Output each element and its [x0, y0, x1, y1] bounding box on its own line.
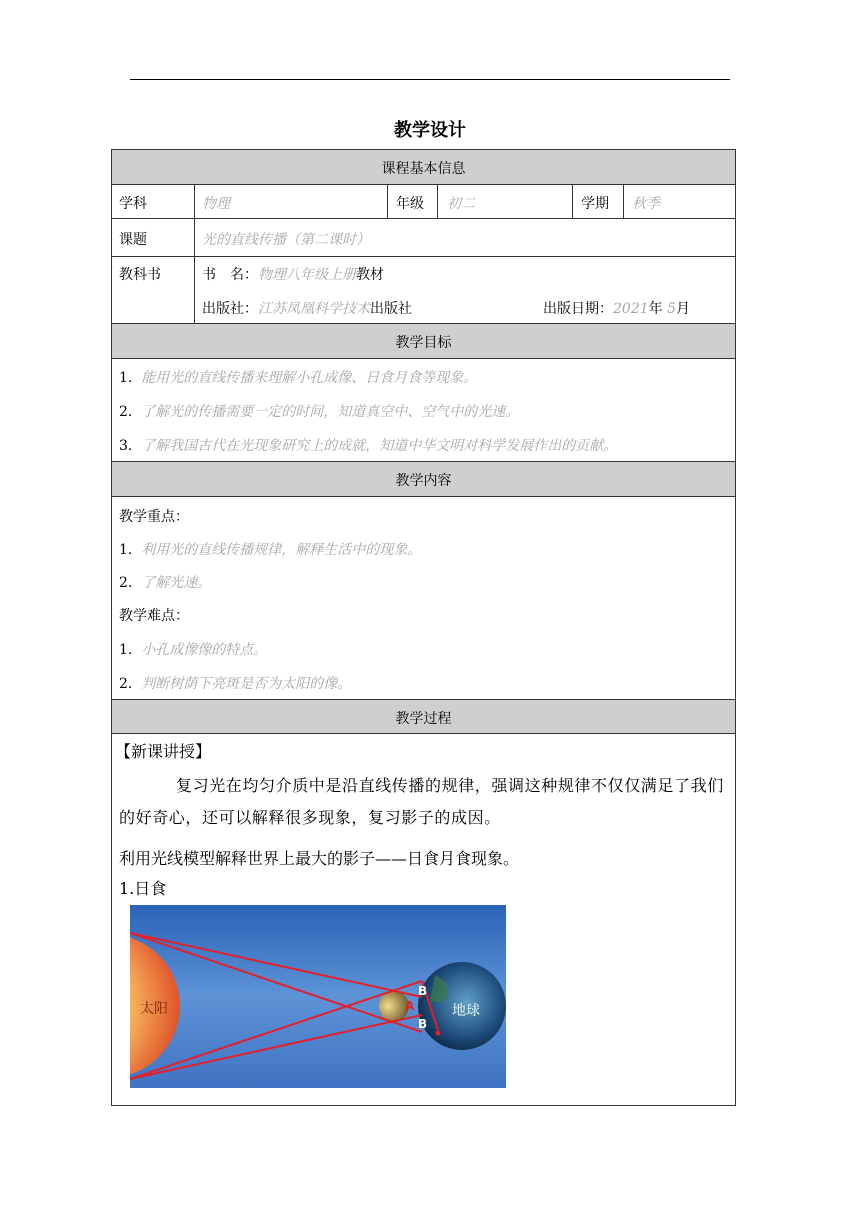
goals-heading: 教学目标: [395, 335, 452, 351]
document-title: 教学设计: [394, 120, 466, 141]
earth-label: 地球: [452, 1003, 480, 1019]
publisher-suffix: 出版社: [370, 301, 412, 317]
goal-number: 2.: [119, 404, 133, 420]
col-divider: [623, 184, 624, 218]
grade-value: 初二: [447, 196, 475, 212]
difficult-point-item: [119, 673, 351, 693]
key-points-label: 教学重点：: [119, 509, 189, 525]
term-value: 秋季: [632, 196, 660, 212]
row-divider: [111, 323, 736, 324]
shadow-paragraph: 利用光线模型解释世界上最大的影子——日食月食现象。: [119, 849, 520, 868]
subject-label: 学科: [119, 196, 147, 212]
difficult-point-text: 判断树荫下亮斑是否为太阳的像。: [141, 676, 352, 692]
row-divider: [111, 733, 736, 734]
publish-month: 5: [667, 301, 677, 317]
topic-label: 课题: [119, 232, 147, 248]
publish-date-line: [543, 298, 690, 318]
review-paragraph: 复习光在均匀介质中是沿直线传播的规律，强调这种规律不仅仅满足了我们的好奇心，还可以解释很多现象，复习影子的成因。: [119, 776, 724, 827]
basic-info-heading: 课程基本信息: [381, 161, 466, 177]
sun-label: 太阳: [140, 1001, 168, 1017]
key-point-text: 了解光速。: [141, 575, 212, 591]
textbook-label: 教科书: [119, 267, 161, 283]
key-point-number: 1.: [119, 542, 133, 558]
difficult-point-item: [119, 639, 267, 659]
row-divider: [111, 358, 736, 359]
goal-number: 3.: [119, 438, 133, 454]
key-point-number: 2.: [119, 575, 133, 591]
goal-item: [119, 367, 477, 387]
solar-eclipse-diagram: [130, 905, 506, 1088]
new-lesson-heading: 【新课讲授】: [115, 742, 212, 761]
difficult-point-text: 小孔成像像的特点。: [141, 642, 268, 658]
goal-item: [119, 401, 519, 421]
goal-text: 能用光的直线传播来理解小孔成像、日食月食等现象。: [141, 370, 478, 386]
key-point-item: [119, 539, 421, 559]
publish-year-unit: 年: [648, 301, 663, 317]
penumbra-label-bottom: B: [418, 1017, 428, 1031]
umbra-label: A: [405, 999, 415, 1013]
difficult-points-label: 教学难点：: [119, 608, 189, 624]
key-point-text: 利用光的直线传播规律，解释生活中的现象。: [141, 542, 422, 558]
book-name-value: 物理八年级上册: [258, 267, 356, 283]
publish-date-label: 出版日期：: [543, 301, 613, 317]
goal-item: [119, 435, 617, 455]
goal-number: 1.: [119, 370, 133, 386]
row-divider: [111, 496, 736, 497]
subject-value: 物理: [202, 196, 230, 212]
publisher-line: [202, 298, 412, 318]
key-point-item: [119, 572, 211, 592]
goal-text: 了解光的传播需要一定的时间，知道真空中、空气中的光速。: [141, 404, 520, 420]
content-heading: 教学内容: [395, 473, 452, 489]
ray-end-point: [436, 1031, 441, 1036]
row-divider: [111, 218, 736, 219]
publish-month-unit: 月: [676, 301, 691, 317]
process-heading: 教学过程: [395, 711, 452, 727]
col-divider: [387, 184, 388, 218]
col-divider: [194, 184, 195, 323]
topic-value: 光的直线传播（第二课时）: [202, 232, 370, 248]
row-divider: [111, 461, 736, 462]
penumbra-label-top: B: [418, 984, 428, 998]
publisher-value: 江苏凤凰科学技术: [258, 301, 370, 317]
row-divider: [111, 699, 736, 700]
col-divider: [572, 184, 573, 218]
goal-text: 了解我国古代在光现象研究上的成就，知道中华文明对科学发展作出的贡献。: [141, 438, 618, 454]
grade-label: 年级: [396, 196, 424, 212]
book-name-suffix: 教材: [356, 267, 384, 283]
row-divider: [111, 184, 736, 185]
term-label: 学期: [581, 196, 609, 212]
difficult-point-number: 2.: [119, 676, 133, 692]
row-divider: [111, 256, 736, 257]
publish-year: 2021: [613, 301, 649, 317]
lesson-plan-table: [111, 149, 736, 1106]
col-divider: [437, 184, 438, 218]
solar-eclipse-subheading: 1.日食: [119, 879, 167, 898]
header-rule: [130, 79, 730, 80]
book-name-line: [202, 264, 384, 284]
publisher-label: 出版社：: [202, 301, 258, 317]
book-name-label: 书 名：: [202, 267, 258, 283]
difficult-point-number: 1.: [119, 642, 133, 658]
